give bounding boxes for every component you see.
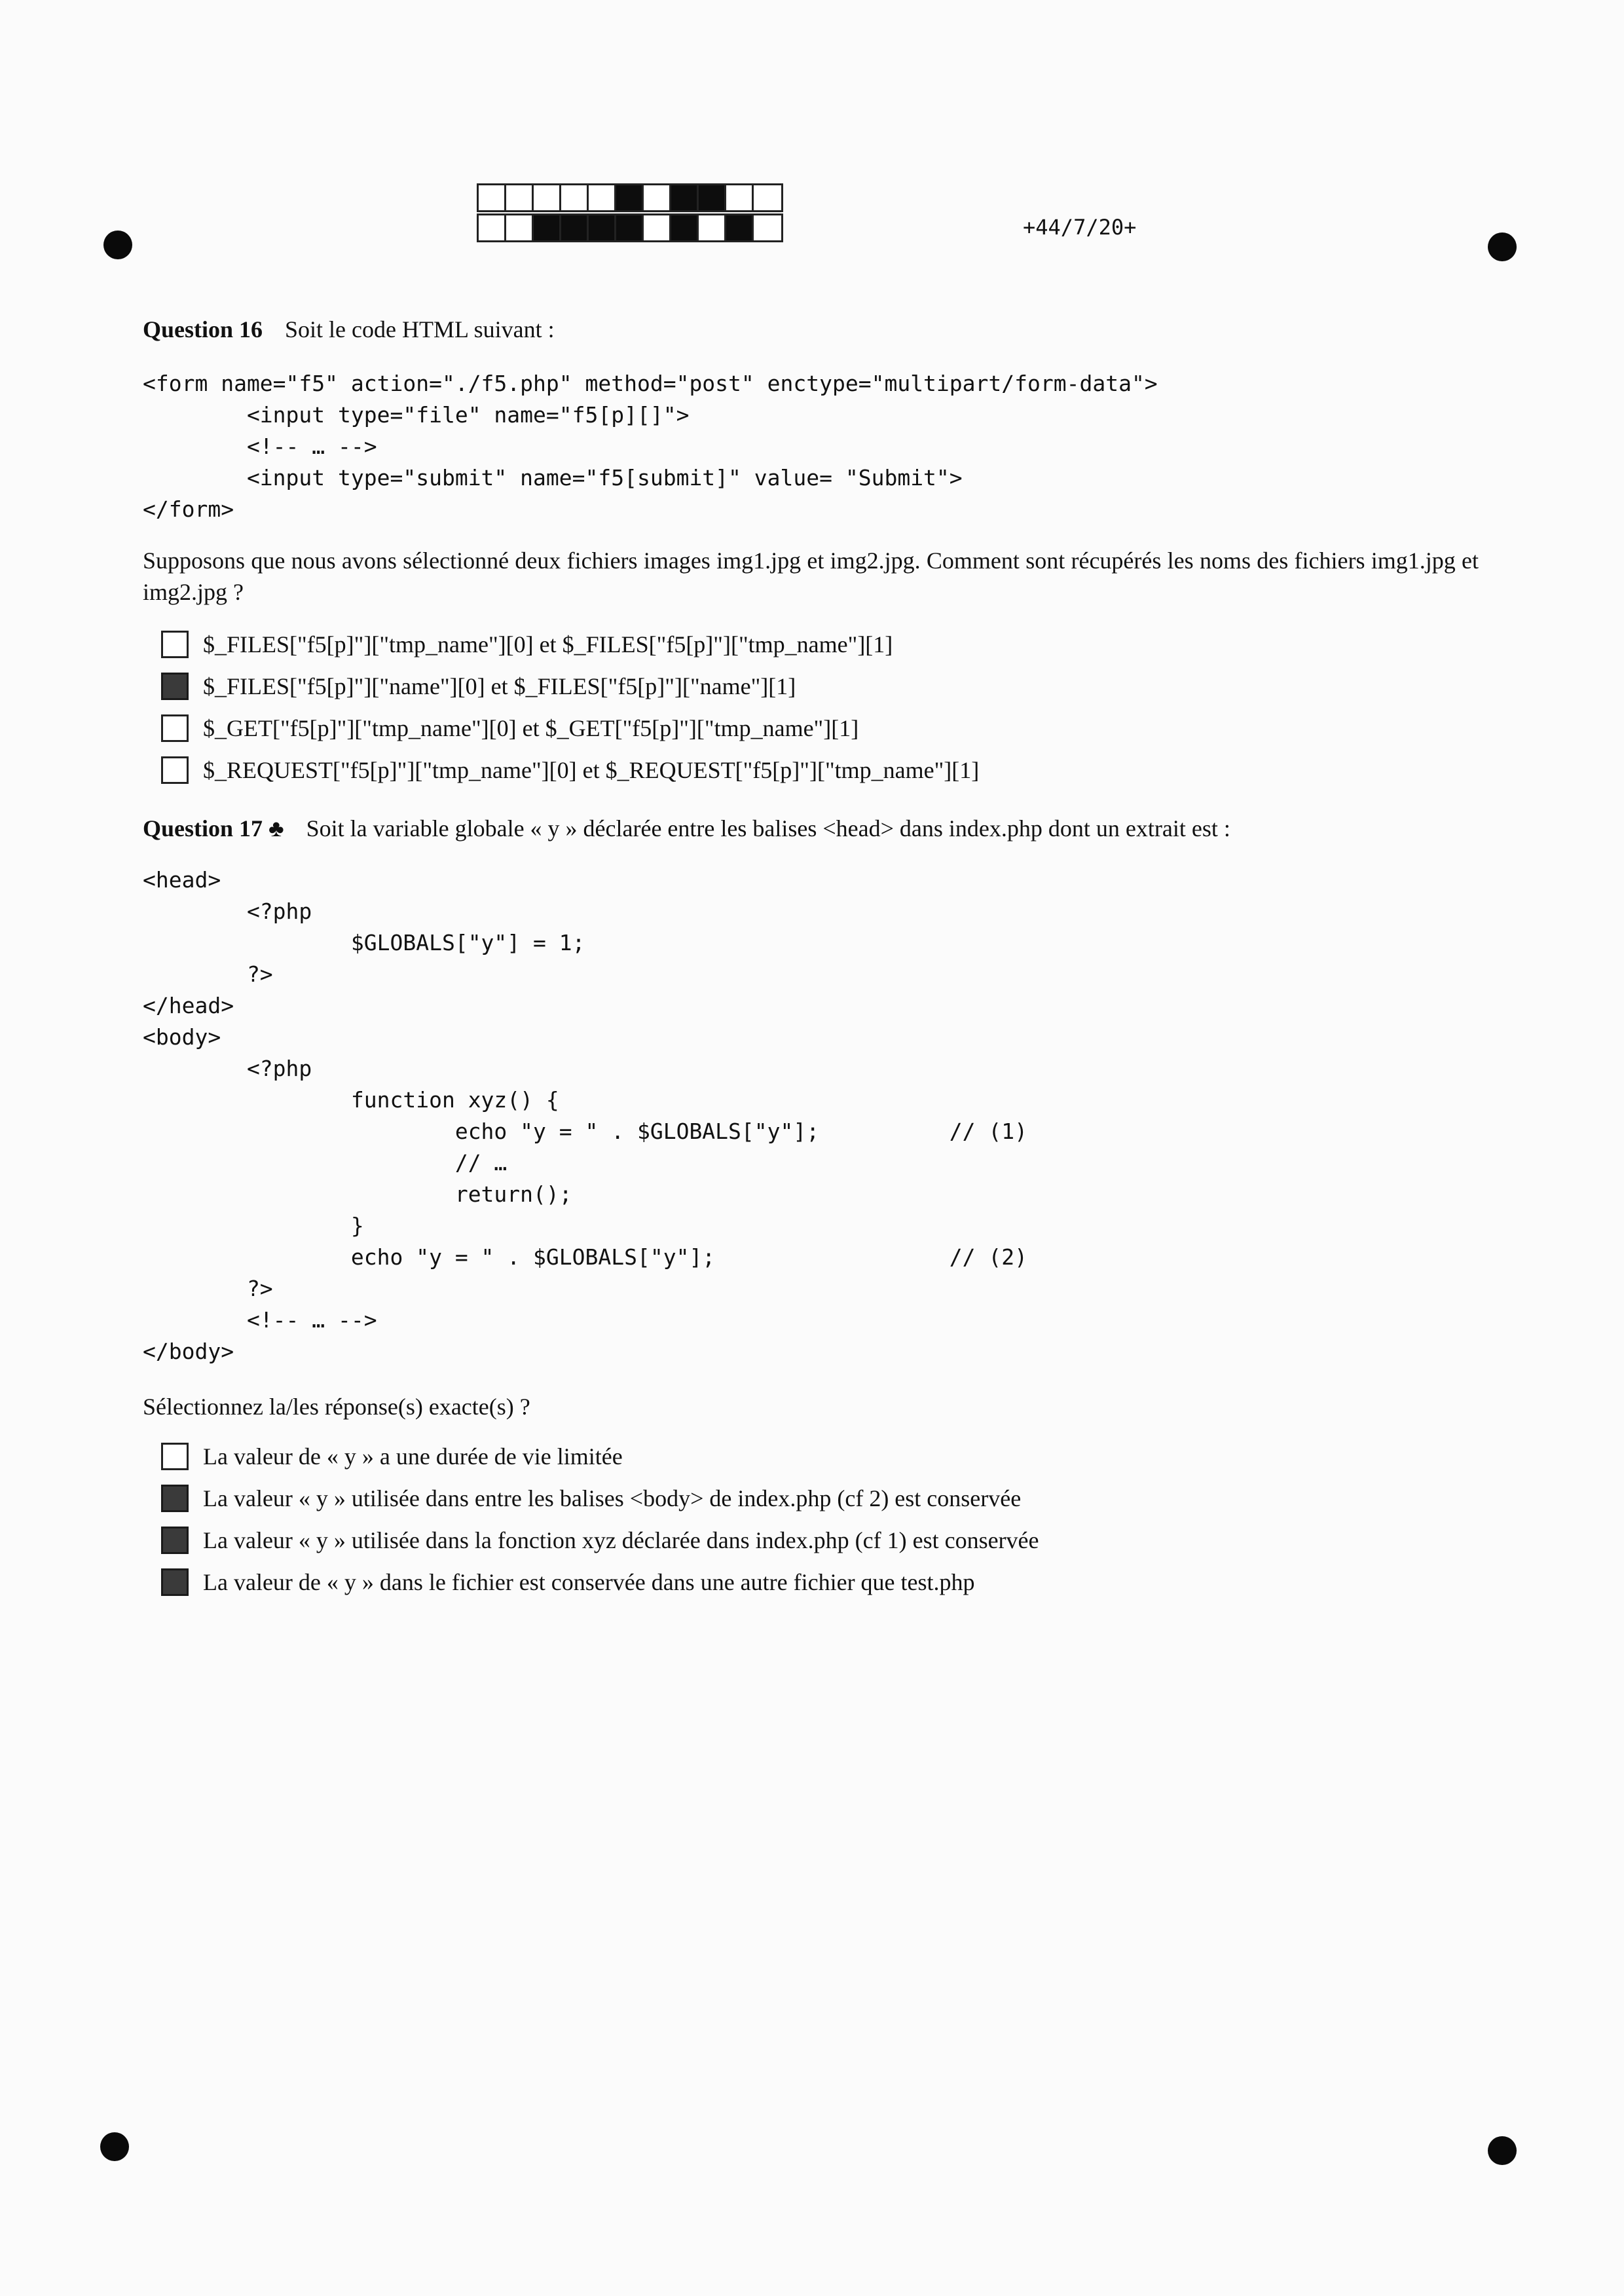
answer-text: $_GET["f5[p]"]["tmp_name"][0] et $_GET["f5[p]"]["tmp_name"][1]: [203, 715, 859, 741]
answer-checkbox[interactable]: [161, 1485, 189, 1512]
answer-checkbox[interactable]: [161, 1443, 189, 1470]
barcode-cell: [479, 215, 506, 240]
answer-checkbox[interactable]: [161, 673, 189, 700]
barcode-cell: [534, 185, 561, 210]
answer-text: La valeur « y » utilisée dans la fonction xyz déclarée dans index.php (cf 1) est conservée: [203, 1527, 1039, 1553]
code-block: <head> <?php $GLOBALS["y"] = 1; ?> </head> <body> <?php function xyz() { echo "y = " . $GLOBALS["y"]; // (1) // … return(); } echo "y = " . $GLOBALS["y"]; // (2) ?> <!-- … --> </body>: [143, 867, 1028, 1364]
barcode-cell: [479, 185, 506, 210]
barcode-cell: [699, 185, 726, 210]
question-intro: Soit la variable globale « y » déclarée entre les balises <head> dans index.php dont un extrait est :: [306, 815, 1230, 842]
answer-option: [161, 1561, 1039, 1603]
barcode-cell: [506, 185, 534, 210]
barcode-cell: [671, 185, 699, 210]
barcode-cell: [754, 185, 781, 210]
answer-checkbox[interactable]: [161, 1527, 189, 1554]
club-icon: ♣: [268, 815, 284, 842]
barcode-cell: [754, 215, 781, 240]
answer-text: $_FILES["f5[p]"]["tmp_name"][0] et $_FILES["f5[p]"]["tmp_name"][1]: [203, 631, 893, 657]
barcode-cell: [561, 215, 589, 240]
answer-checkbox[interactable]: [161, 631, 189, 658]
answer-text: La valeur de « y » a une durée de vie limitée: [203, 1443, 623, 1470]
answer-text: $_FILES["f5[p]"]["name"][0] et $_FILES["f5[p]"]["name"][1]: [203, 673, 796, 699]
answer-option: [161, 1519, 1039, 1561]
barcode-row: [477, 183, 783, 212]
code-block: <form name="f5" action="./f5.php" method="post" enctype="multipart/form-data"> <input type="file" name="f5[p][]"> <!-- … --> <input type="submit" name="f5[submit]" value= "Submit"> </form>: [143, 371, 1158, 522]
answer-option: [161, 665, 979, 707]
barcode-cell: [726, 185, 754, 210]
barcode-cell: [589, 215, 616, 240]
question-intro: Soit le code HTML suivant :: [285, 316, 555, 343]
answer-text: $_REQUEST["f5[p]"]["tmp_name"][0] et $_REQUEST["f5[p]"]["tmp_name"][1]: [203, 757, 980, 783]
registration-mark-bottom-left: [100, 2132, 129, 2161]
answer-checkbox[interactable]: [161, 1568, 189, 1596]
barcode-cell: [506, 215, 534, 240]
barcode-cell: [699, 215, 726, 240]
answer-option: [161, 707, 979, 749]
registration-mark-bottom-right: [1488, 2136, 1517, 2165]
barcode-cell: [589, 185, 616, 210]
barcode-cell: [671, 215, 699, 240]
barcode-cell: [726, 215, 754, 240]
question-label: Question 17: [143, 815, 263, 842]
answer-list: [161, 623, 979, 791]
answer-checkbox[interactable]: [161, 714, 189, 742]
answer-option: [161, 1435, 1039, 1477]
answer-list: [161, 1435, 1039, 1603]
answer-option: [161, 1477, 1039, 1519]
barcode-row: [477, 213, 783, 242]
answer-text: La valeur « y » utilisée dans entre les balises <body> de index.php (cf 2) est conservée: [203, 1485, 1022, 1511]
page-code: +44/7/20+: [1023, 215, 1137, 240]
barcode-cell: [616, 215, 644, 240]
barcode-cell: [534, 215, 561, 240]
question-prompt: Sélectionnez la/les réponse(s) exacte(s) ?: [143, 1394, 530, 1420]
barcode-cell: [561, 185, 589, 210]
barcode-cell: [644, 215, 671, 240]
answer-checkbox[interactable]: [161, 756, 189, 784]
answer-option: [161, 623, 979, 665]
registration-mark-top-left: [103, 231, 132, 259]
answer-option: [161, 749, 979, 791]
answer-text: La valeur de « y » dans le fichier est conservée dans une autre fichier que test.php: [203, 1569, 975, 1595]
barcode-cell: [616, 185, 644, 210]
question-prompt: Supposons que nous avons sélectionné deux fichiers images img1.jpg et img2.jpg. Comment sont récupérés les noms des fichiers img1.jpg et img2.jpg ?: [143, 547, 1479, 605]
question-16-header: [143, 316, 555, 343]
registration-mark-top-right: [1488, 232, 1517, 261]
question-label: Question 16: [143, 316, 263, 343]
barcode-cell: [644, 185, 671, 210]
question-17-header: [143, 815, 1230, 842]
